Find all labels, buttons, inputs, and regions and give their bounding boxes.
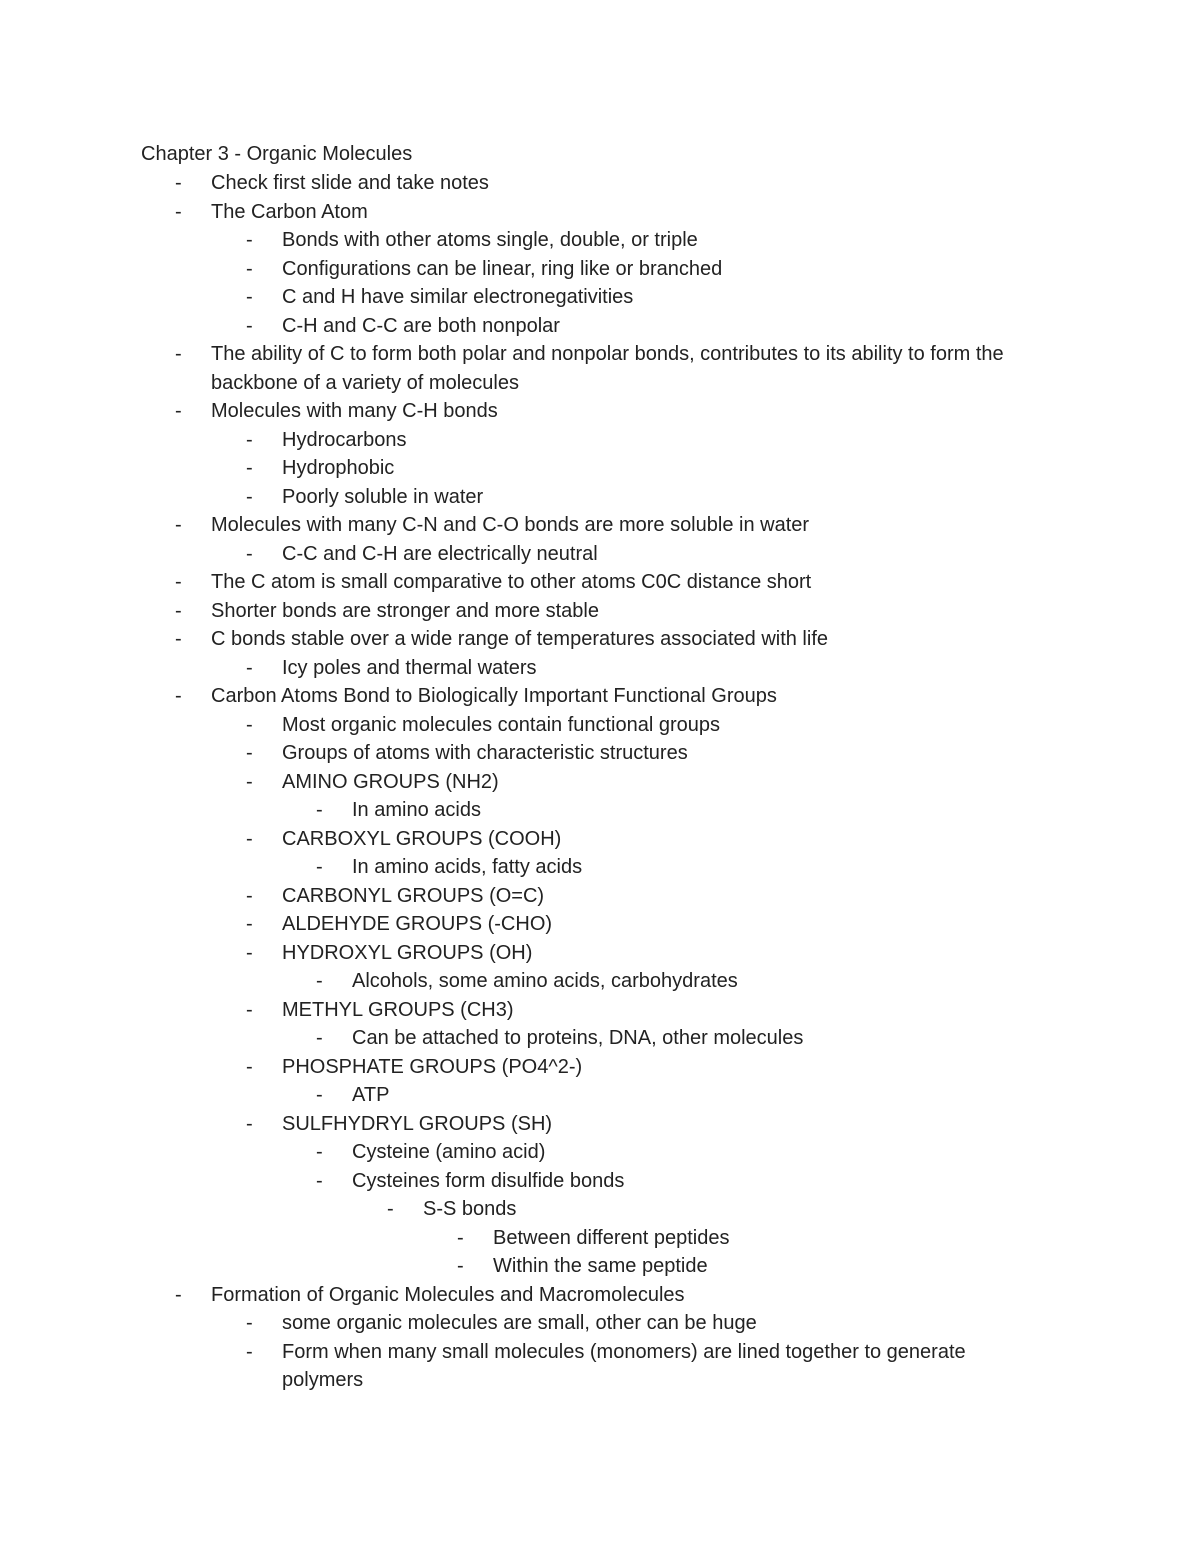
outline-item xyxy=(0,1081,1200,1110)
bullet-dash: - xyxy=(175,172,182,194)
bullet-dash: - xyxy=(246,542,253,565)
bullet-dash: - xyxy=(175,514,182,536)
outline-item-text: Cysteine (amino acid) xyxy=(352,1141,546,1163)
outline-item xyxy=(0,255,1200,284)
outline-item xyxy=(0,796,1200,825)
outline-item xyxy=(0,682,1200,711)
bullet-dash: - xyxy=(246,457,253,479)
outline-item xyxy=(0,1053,1200,1082)
bullet-dash: - xyxy=(246,257,253,280)
outline-item xyxy=(0,169,1200,198)
bullet-dash: - xyxy=(246,286,253,308)
bullet-dash: - xyxy=(246,656,253,679)
bullet-dash: - xyxy=(175,571,182,593)
bullet-dash: - xyxy=(246,1055,253,1078)
outline-item-text: Check first slide and take notes xyxy=(211,172,489,194)
bullet-dash: - xyxy=(246,713,253,736)
bullet-dash: - xyxy=(246,941,253,964)
bullet-dash: - xyxy=(175,200,182,223)
outline-item-text: ATP xyxy=(352,1084,390,1106)
outline-item-text: C-C and C-H are electrically neutral xyxy=(282,542,598,565)
outline-item-text: Hydrocarbons xyxy=(282,428,407,451)
bullet-dash: - xyxy=(246,428,253,451)
outline-item-text: ALDEHYDE GROUPS (-CHO) xyxy=(282,913,553,935)
outline-item-text: CARBOXYL GROUPS (COOH) xyxy=(282,827,562,850)
document-title: Chapter 3 - Organic Molecules xyxy=(141,143,413,165)
outline-item xyxy=(0,454,1200,483)
outline-item xyxy=(0,939,1200,968)
outline-item xyxy=(0,853,1200,882)
outline-item xyxy=(0,568,1200,597)
outline-item-text: In amino acids, fatty acids xyxy=(352,856,583,878)
bullet-dash: - xyxy=(246,827,253,850)
outline-list xyxy=(0,169,1200,1395)
outline-item-text: PHOSPHATE GROUPS (PO4^2-) xyxy=(282,1055,583,1078)
outline-item-text: Shorter bonds are stronger and more stable xyxy=(211,599,599,622)
outline-item-text: S-S bonds xyxy=(423,1198,517,1220)
bullet-dash: - xyxy=(457,1226,464,1249)
bullet-dash: - xyxy=(246,913,253,935)
outline-item xyxy=(0,340,1200,397)
outline-item xyxy=(0,1252,1200,1281)
outline-item-text: Formation of Organic Molecules and Macromolecules xyxy=(211,1283,685,1306)
outline-item-text: The Carbon Atom xyxy=(211,200,368,223)
outline-item-text: Hydrophobic xyxy=(282,457,395,479)
outline-item xyxy=(0,967,1200,996)
bullet-dash: - xyxy=(175,599,182,622)
outline-item-text: SULFHYDRYL GROUPS (SH) xyxy=(282,1112,553,1135)
bullet-dash: - xyxy=(246,314,253,337)
bullet-dash: - xyxy=(316,1027,323,1049)
outline-item xyxy=(0,825,1200,854)
bullet-dash: - xyxy=(246,1340,253,1363)
outline-item xyxy=(0,1224,1200,1253)
bullet-dash: - xyxy=(316,970,323,992)
outline-item-text: Carbon Atoms Bond to Biologically Important Functional Groups xyxy=(211,685,777,707)
outline-item xyxy=(0,1110,1200,1139)
outline-item-text: Icy poles and thermal waters xyxy=(282,656,537,679)
bullet-dash: - xyxy=(316,1084,323,1106)
bullet-dash: - xyxy=(246,229,253,251)
outline-item xyxy=(0,739,1200,768)
bullet-dash: - xyxy=(387,1198,394,1220)
outline-item xyxy=(0,426,1200,455)
bullet-dash: - xyxy=(246,770,253,793)
outline-item xyxy=(0,711,1200,740)
outline-item-text: Most organic molecules contain functional groups xyxy=(282,713,721,736)
bullet-dash: - xyxy=(457,1255,464,1277)
outline-item-text: AMINO GROUPS (NH2) xyxy=(282,770,499,793)
bullet-dash: - xyxy=(246,742,253,764)
outline-item-text: Can be attached to proteins, DNA, other molecules xyxy=(352,1027,804,1049)
bullet-dash: - xyxy=(316,856,323,878)
outline-item xyxy=(0,1338,1200,1395)
outline-item-text: C and H have similar electronegativities xyxy=(282,286,634,308)
bullet-dash: - xyxy=(246,1112,253,1135)
outline-item-text: Between different peptides xyxy=(493,1226,730,1249)
outline-item-text: The C atom is small comparative to other atoms C0C distance short xyxy=(211,571,812,593)
outline-item-text: Bonds with other atoms single, double, or triple xyxy=(282,229,698,251)
outline-item-text: Alcohols, some amino acids, carbohydrates xyxy=(352,970,738,992)
outline-item xyxy=(0,397,1200,426)
bullet-dash: - xyxy=(246,884,253,907)
bullet-dash: - xyxy=(316,799,323,821)
outline-item-text: HYDROXYL GROUPS (OH) xyxy=(282,941,533,964)
outline-item xyxy=(0,910,1200,939)
outline-item xyxy=(0,996,1200,1025)
outline-item xyxy=(0,654,1200,683)
bullet-dash: - xyxy=(175,343,182,365)
outline-item-text: C bonds stable over a wide range of temperatures associated with life xyxy=(211,628,829,650)
outline-item xyxy=(0,198,1200,227)
bullet-dash: - xyxy=(175,1283,182,1306)
outline-item-text: Form when many small molecules (monomers) are lined together to generate polymers xyxy=(282,1340,966,1391)
bullet-dash: - xyxy=(175,685,182,707)
outline-item xyxy=(0,226,1200,255)
outline-item-text: METHYL GROUPS (CH3) xyxy=(282,998,514,1021)
outline-item xyxy=(0,1281,1200,1310)
bullet-dash: - xyxy=(316,1141,323,1163)
bullet-dash: - xyxy=(246,1312,253,1334)
outline-item-text: some organic molecules are small, other can be huge xyxy=(282,1312,757,1334)
outline-item-text: Cysteines form disulfide bonds xyxy=(352,1169,625,1192)
bullet-dash: - xyxy=(246,998,253,1021)
outline-item-text: C-H and C-C are both nonpolar xyxy=(282,314,560,337)
outline-item xyxy=(0,1138,1200,1167)
outline-item xyxy=(0,283,1200,312)
bullet-dash: - xyxy=(246,485,253,508)
outline-item-text: Groups of atoms with characteristic structures xyxy=(282,742,688,764)
outline-item-text: In amino acids xyxy=(352,799,481,821)
outline-item xyxy=(0,597,1200,626)
outline-item-text: The ability of C to form both polar and nonpolar bonds, contributes to its ability to form the backbone of a variety of molecules xyxy=(211,343,1004,394)
outline-item xyxy=(0,768,1200,797)
bullet-dash: - xyxy=(316,1169,323,1192)
outline-item xyxy=(0,540,1200,569)
outline-item xyxy=(0,483,1200,512)
outline-item xyxy=(0,312,1200,341)
bullet-dash: - xyxy=(175,400,182,422)
outline-item xyxy=(0,1195,1200,1224)
outline-item-text: Molecules with many C-N and C-O bonds are more soluble in water xyxy=(211,514,810,536)
bullet-dash: - xyxy=(175,628,182,650)
outline-item xyxy=(0,511,1200,540)
outline-item xyxy=(0,625,1200,654)
outline-item-text: Within the same peptide xyxy=(493,1255,708,1277)
outline-item xyxy=(0,882,1200,911)
outline-item xyxy=(0,1024,1200,1053)
outline-item-text: Configurations can be linear, ring like or branched xyxy=(282,257,723,280)
outline-item xyxy=(0,1309,1200,1338)
outline-item-text: Molecules with many C-H bonds xyxy=(211,400,498,422)
outline-item xyxy=(0,1167,1200,1196)
outline-item-text: CARBONYL GROUPS (O=C) xyxy=(282,884,545,907)
outline-item-text: Poorly soluble in water xyxy=(282,485,484,508)
